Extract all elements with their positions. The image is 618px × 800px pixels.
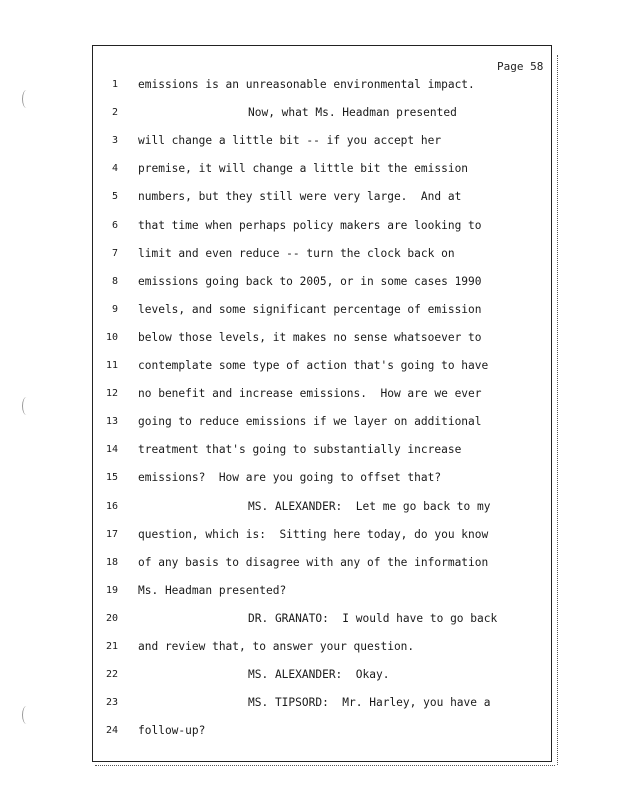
line-text: levels, and some significant percentage of emission bbox=[138, 302, 482, 316]
transcript-line bbox=[0, 556, 618, 584]
transcript-line bbox=[0, 303, 618, 331]
line-number: 5 bbox=[111, 191, 118, 203]
line-number: 7 bbox=[111, 247, 118, 259]
line-text: emissions? How are you going to offset that? bbox=[138, 471, 442, 485]
line-text: numbers, but they still were very large. And at bbox=[138, 190, 462, 204]
transcript-line bbox=[0, 275, 618, 303]
line-number: 21 bbox=[105, 641, 118, 652]
line-number: 6 bbox=[111, 219, 118, 231]
line-number: 16 bbox=[105, 500, 118, 512]
line-text: DR. GRANATO: I would have to go back bbox=[248, 611, 498, 625]
line-text: and review that, to answer your question. bbox=[138, 640, 415, 653]
line-number: 2 bbox=[111, 107, 118, 119]
line-text: no benefit and increase emissions. How are we ever bbox=[138, 387, 482, 401]
line-text: emissions is an unreasonable environmental impact. bbox=[138, 78, 475, 91]
line-number: 19 bbox=[105, 584, 118, 596]
transcript-line bbox=[0, 387, 618, 415]
line-text: question, which is: Sitting here today, do you know bbox=[138, 527, 489, 541]
line-text: follow-up? bbox=[138, 724, 206, 738]
line-text: premise, it will change a little bit the emission bbox=[138, 162, 469, 176]
line-text: limit and even reduce -- turn the clock back on bbox=[138, 246, 455, 260]
line-number: 24 bbox=[105, 725, 118, 737]
line-number: 23 bbox=[105, 697, 118, 709]
line-number: 15 bbox=[105, 472, 118, 484]
line-number: 3 bbox=[111, 135, 118, 147]
page-edge-bottom bbox=[95, 765, 555, 768]
transcript-line bbox=[0, 106, 618, 134]
line-number: 18 bbox=[105, 556, 118, 568]
transcript-line bbox=[0, 471, 618, 499]
line-number: 12 bbox=[105, 388, 118, 400]
line-text: Now, what Ms. Headman presented bbox=[248, 106, 457, 120]
line-number: 1 bbox=[111, 79, 118, 90]
line-text: emissions going back to 2005, or in some cases 1990 bbox=[138, 274, 482, 288]
transcript-line bbox=[0, 415, 618, 443]
line-text: below those levels, it makes no sense whatsoever to bbox=[138, 330, 482, 344]
line-text: MS. ALEXANDER: Let me go back to my bbox=[248, 499, 491, 513]
transcript-line bbox=[0, 724, 618, 752]
transcript-line bbox=[0, 528, 618, 556]
line-text: MS. TIPSORD: Mr. Harley, you have a bbox=[248, 696, 491, 710]
transcript-line bbox=[0, 190, 618, 218]
line-number: 11 bbox=[105, 360, 118, 371]
line-text: going to reduce emissions if we layer on additional bbox=[138, 415, 482, 429]
transcript-line bbox=[0, 584, 618, 612]
transcript-line bbox=[0, 500, 618, 528]
transcript-line bbox=[0, 612, 618, 640]
line-text: of any basis to disagree with any of the information bbox=[138, 555, 489, 569]
transcript-line bbox=[0, 247, 618, 275]
page-number: Page 58 bbox=[497, 60, 544, 73]
transcript-line bbox=[0, 696, 618, 724]
line-number: 13 bbox=[105, 416, 118, 428]
line-number: 9 bbox=[111, 303, 118, 315]
transcript-line bbox=[0, 219, 618, 247]
transcript-line bbox=[0, 668, 618, 696]
transcript-line bbox=[0, 78, 618, 106]
line-number: 20 bbox=[105, 612, 118, 624]
line-text: will change a little bit -- if you accept her bbox=[138, 134, 442, 148]
transcript-line bbox=[0, 331, 618, 359]
line-number: 14 bbox=[105, 444, 118, 456]
line-text: MS. ALEXANDER: Okay. bbox=[248, 668, 390, 682]
line-number: 10 bbox=[105, 331, 118, 343]
line-text: that time when perhaps policy makers are looking to bbox=[138, 218, 482, 232]
transcript-line bbox=[0, 443, 618, 471]
transcript-line bbox=[0, 134, 618, 162]
line-text: treatment that's going to substantially increase bbox=[138, 443, 462, 457]
transcript-line bbox=[0, 162, 618, 190]
line-number: 17 bbox=[105, 528, 118, 540]
line-number: 4 bbox=[111, 163, 118, 175]
line-text: contemplate some type of action that's going to have bbox=[138, 359, 489, 372]
transcript-line bbox=[0, 359, 618, 387]
line-text: Ms. Headman presented? bbox=[138, 583, 287, 597]
line-number: 22 bbox=[105, 669, 118, 681]
line-number: 8 bbox=[111, 275, 118, 287]
transcript-line bbox=[0, 640, 618, 668]
